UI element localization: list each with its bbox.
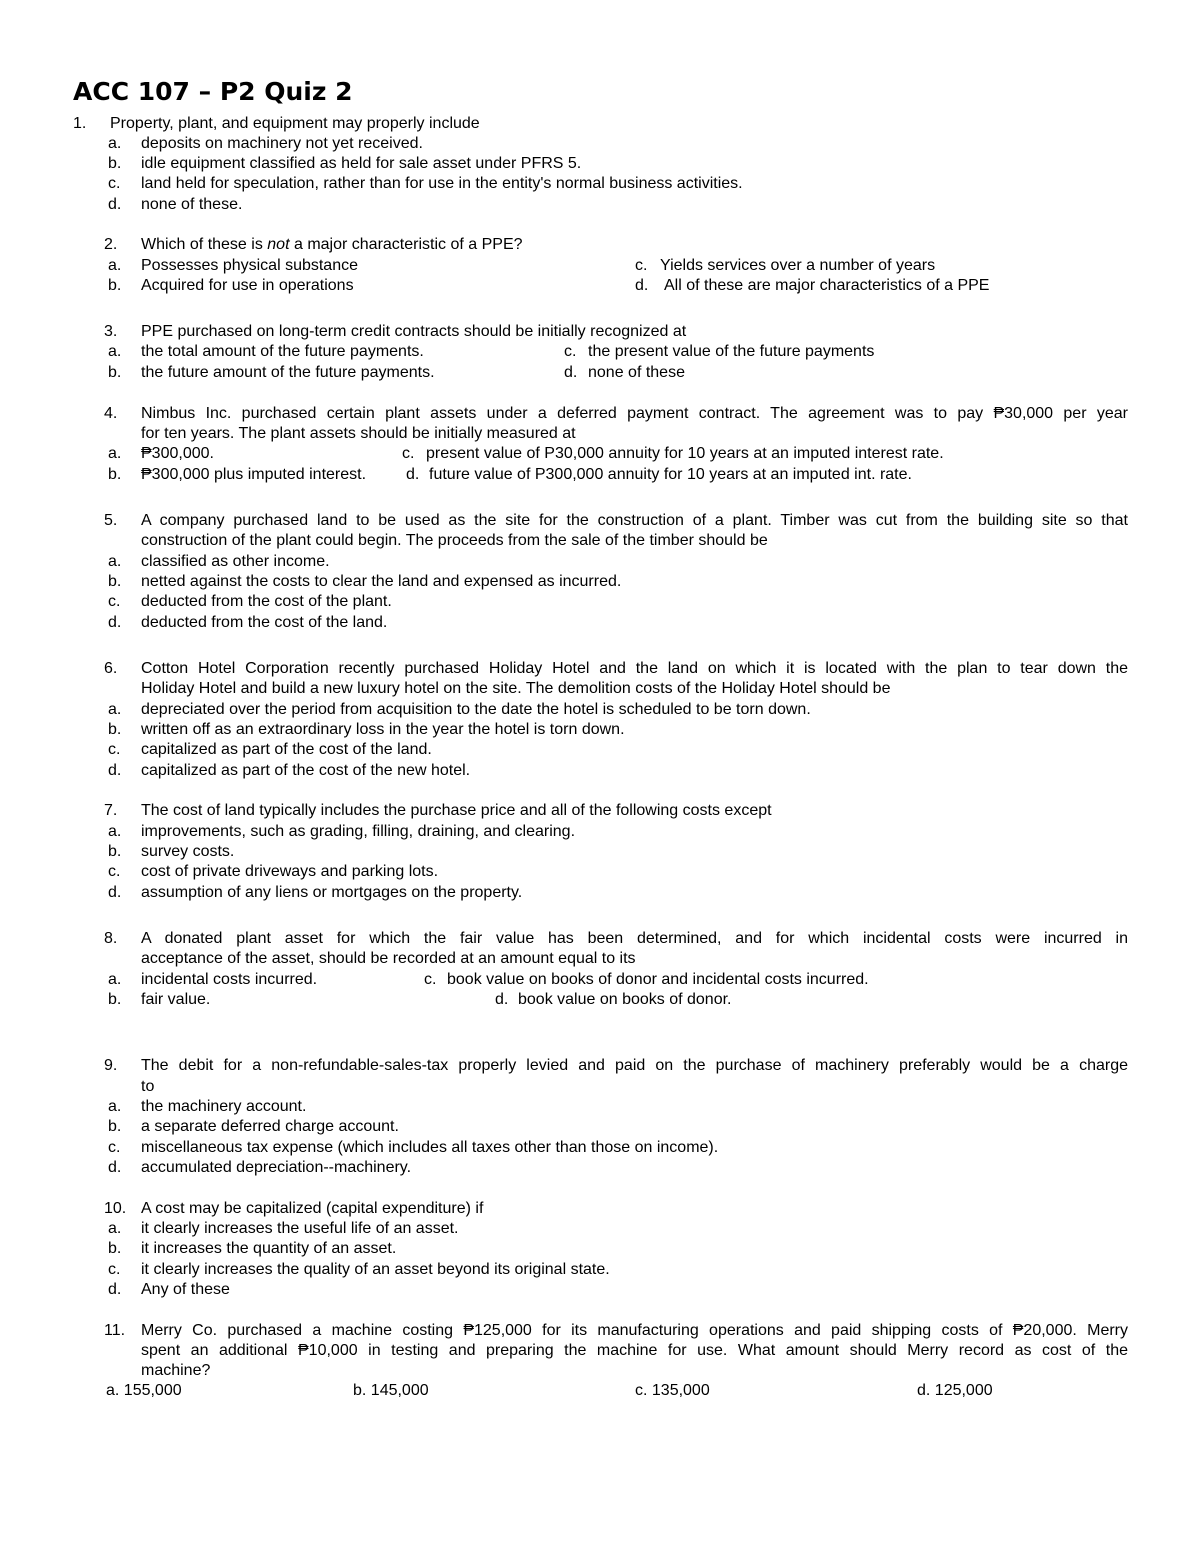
option-letter: a. — [108, 971, 122, 988]
option-text: survey costs. — [141, 843, 235, 860]
option-text: book value on books of donor. — [518, 991, 732, 1008]
question-stem: Which of these is not a major characteristic of a PPE? — [141, 236, 523, 253]
question-stem: PPE purchased on long-term credit contracts should be initially recognized at — [141, 323, 687, 340]
option-letter: b. — [108, 277, 122, 294]
option-letter: a. — [108, 701, 122, 718]
question-stem: to — [141, 1078, 155, 1095]
option-letter: c. — [108, 741, 121, 758]
option-letter: b. — [108, 466, 122, 483]
option-text: depreciated over the period from acquisition to the date the hotel is scheduled to be torn down. — [141, 701, 811, 718]
option-text: Any of these — [141, 1281, 230, 1298]
option-letter: a. — [108, 553, 122, 570]
option-letter: c. — [402, 445, 415, 462]
option-letter: d. — [108, 1281, 122, 1298]
option-text: present value of P30,000 annuity for 10 years at an imputed interest rate. — [426, 445, 944, 462]
question-stem: Cotton Hotel Corporation recently purchased Holiday Hotel and the land on which it is located with the plan to tear down the — [141, 660, 1128, 677]
option-letter: a. — [108, 1220, 122, 1237]
question-number: 3. — [104, 323, 118, 340]
option-text: assumption of any liens or mortgages on the property. — [141, 884, 523, 901]
option-letter: d. — [495, 991, 509, 1008]
option-letter: b. — [108, 721, 122, 738]
question-stem: A cost may be capitalized (capital expenditure) if — [141, 1200, 484, 1217]
option-text: incidental costs incurred. — [141, 971, 318, 988]
option-text: All of these are major characteristics of a PPE — [664, 277, 990, 294]
question-number: 5. — [104, 512, 118, 529]
option-letter: c. — [108, 1139, 121, 1156]
option-text: deposits on machinery not yet received. — [141, 135, 423, 152]
option-text: the machinery account. — [141, 1098, 307, 1115]
question-stem: for ten years. The plant assets should be initially measured at — [141, 425, 576, 442]
option-text: capitalized as part of the cost of the land. — [141, 741, 432, 758]
option-letter: d. — [108, 884, 122, 901]
option-letter: b. — [108, 1118, 122, 1135]
option-text: Yields services over a number of years — [660, 257, 936, 274]
option-letter: a. — [108, 343, 122, 360]
question-number: 7. — [104, 802, 118, 819]
option-letter: b. — [108, 364, 122, 381]
option-letter: b. — [108, 573, 122, 590]
option-text: improvements, such as grading, filling, draining, and clearing. — [141, 823, 576, 840]
option-letter: b. — [108, 1240, 122, 1257]
option-text: idle equipment classified as held for sale asset under PFRS 5. — [141, 155, 582, 172]
option-letter: d. — [108, 762, 122, 779]
option-text: c. 135,000 — [635, 1382, 710, 1399]
question-number: 6. — [104, 660, 118, 677]
option-text: deducted from the cost of the land. — [141, 614, 388, 631]
option-letter: a. — [108, 445, 122, 462]
option-text: land held for speculation, rather than for use in the entity's normal business activities. — [141, 175, 743, 192]
option-letter: c. — [108, 1261, 121, 1278]
option-text: future value of P300,000 annuity for 10 years at an imputed int. rate. — [429, 466, 912, 483]
option-letter: a. — [108, 823, 122, 840]
option-text: it increases the quantity of an asset. — [141, 1240, 397, 1257]
question-stem: The debit for a non-refundable-sales-tax properly levied and paid on the purchase of machinery preferably would be a charge — [141, 1057, 1128, 1074]
option-letter: b. — [108, 843, 122, 860]
option-text: the present value of the future payments — [588, 343, 875, 360]
option-letter: c. — [635, 257, 648, 274]
option-text: fair value. — [141, 991, 211, 1008]
option-letter: c. — [564, 343, 577, 360]
option-letter: a. — [108, 257, 122, 274]
option-letter: d. — [108, 1159, 122, 1176]
option-text: ₱300,000. — [141, 445, 214, 462]
option-letter: b. — [108, 155, 122, 172]
option-text: a. 155,000 — [106, 1382, 182, 1399]
option-text: capitalized as part of the cost of the new hotel. — [141, 762, 471, 779]
option-text: Possesses physical substance — [141, 257, 358, 274]
question-stem: machine? — [141, 1362, 211, 1379]
option-letter: c. — [108, 863, 121, 880]
option-text: d. 125,000 — [917, 1382, 993, 1399]
option-text: written off as an extraordinary loss in the year the hotel is torn down. — [141, 721, 625, 738]
option-letter: c. — [108, 593, 121, 610]
question-number: 11. — [104, 1322, 126, 1339]
option-letter: d. — [406, 466, 420, 483]
question-stem: construction of the plant could begin. The proceeds from the sale of the timber should be — [141, 532, 768, 549]
emphasis: not — [267, 236, 290, 253]
option-text: miscellaneous tax expense (which includes all taxes other than those on income). — [141, 1139, 719, 1156]
option-text: it clearly increases the useful life of an asset. — [141, 1220, 459, 1237]
question-stem: Property, plant, and equipment may properly include — [110, 115, 480, 132]
question-number: 9. — [104, 1057, 118, 1074]
option-text: Acquired for use in operations — [141, 277, 354, 294]
option-text: netted against the costs to clear the land and expensed as incurred. — [141, 573, 622, 590]
question-stem: Nimbus Inc. purchased certain plant assets under a deferred payment contract. The agreement was to pay ₱30,000 per year — [141, 405, 1128, 422]
question-stem: spent an additional ₱10,000 in testing and preparing the machine for use. What amount should Merry record as cost of the — [141, 1342, 1128, 1359]
option-letter: b. — [108, 991, 122, 1008]
option-text: ₱300,000 plus imputed interest. — [141, 466, 367, 483]
option-letter: d. — [564, 364, 578, 381]
option-text: b. 145,000 — [353, 1382, 429, 1399]
question-stem: Holiday Hotel and build a new luxury hotel on the site. The demolition costs of the Holiday Hotel should be — [141, 680, 891, 697]
option-letter: d. — [108, 196, 122, 213]
option-letter: d. — [108, 614, 122, 631]
option-letter: c. — [424, 971, 437, 988]
question-stem: Merry Co. purchased a machine costing ₱125,000 for its manufacturing operations and paid shipping costs of ₱20,000. Merry — [141, 1322, 1128, 1339]
option-letter: a. — [108, 135, 122, 152]
option-text: a separate deferred charge account. — [141, 1118, 399, 1135]
question-number: 10. — [104, 1200, 127, 1217]
option-text: classified as other income. — [141, 553, 330, 570]
page-title: ACC 107 – P2 Quiz 2 — [73, 77, 353, 106]
question-stem: A donated plant asset for which the fair value has been determined, and for which incidental costs were incurred in — [141, 930, 1128, 947]
option-text: accumulated depreciation--machinery. — [141, 1159, 412, 1176]
option-letter: a. — [108, 1098, 122, 1115]
question-number: 1. — [73, 115, 87, 132]
option-text: the total amount of the future payments. — [141, 343, 424, 360]
question-stem: acceptance of the asset, should be recorded at an amount equal to its — [141, 950, 636, 967]
option-text: none of these — [588, 364, 685, 381]
option-letter: d. — [635, 277, 649, 294]
option-text: book value on books of donor and incidental costs incurred. — [447, 971, 869, 988]
question-number: 8. — [104, 930, 118, 947]
question-stem: The cost of land typically includes the purchase price and all of the following costs except — [141, 802, 772, 819]
option-text: the future amount of the future payments. — [141, 364, 435, 381]
option-text: none of these. — [141, 196, 243, 213]
option-letter: c. — [108, 175, 121, 192]
question-number: 4. — [104, 405, 118, 422]
option-text: cost of private driveways and parking lots. — [141, 863, 439, 880]
option-text: it clearly increases the quality of an asset beyond its original state. — [141, 1261, 610, 1278]
question-number: 2. — [104, 236, 118, 253]
option-text: deducted from the cost of the plant. — [141, 593, 392, 610]
question-stem: A company purchased land to be used as the site for the construction of a plant. Timber was cut from the building site so that — [141, 512, 1128, 529]
